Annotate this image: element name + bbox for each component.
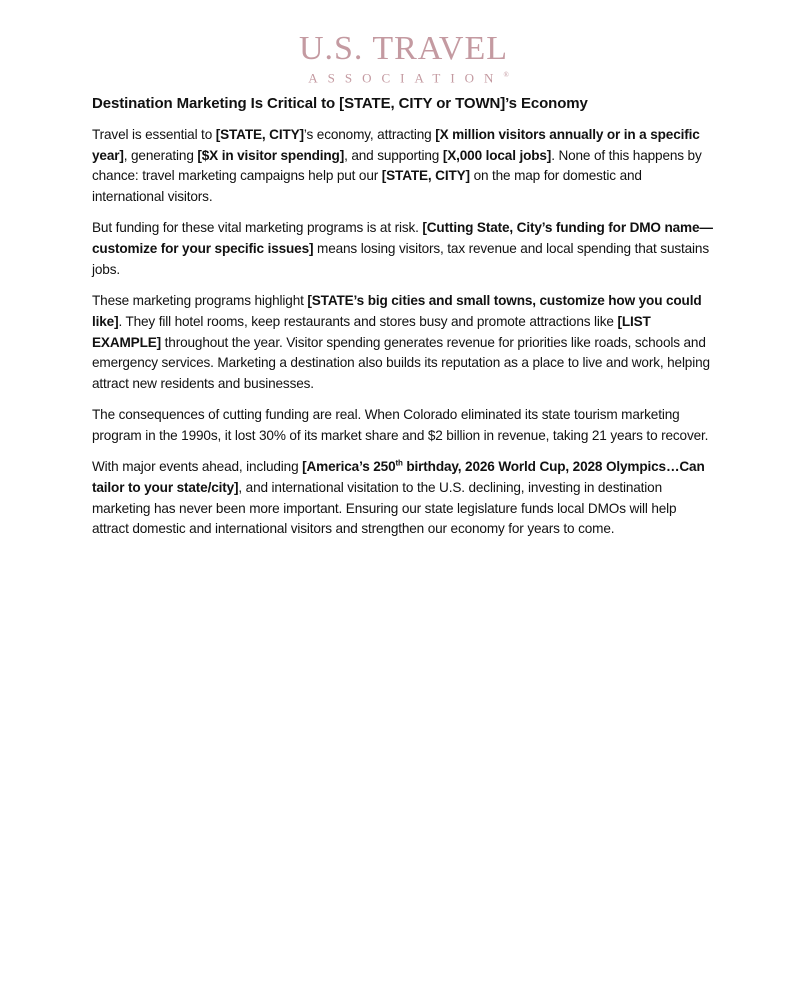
placeholder-state-city: [STATE, CITY] [215, 127, 304, 142]
placeholder-list-example: [LIST EXAMPLE] [92, 313, 651, 350]
document-body [92, 93, 716, 551]
text-run: These marketing programs highlight [92, 293, 308, 309]
paragraph-4 [92, 405, 716, 446]
paragraph-1 [92, 125, 716, 208]
placeholder-visitors: [X million visitors annually or in a specific year] [92, 127, 700, 163]
text-run: With major events ahead, including [92, 459, 303, 475]
logo-subtitle-text: ASSOCIATION [308, 70, 504, 86]
text-run: . They fill hotel rooms, keep restaurants and stores busy and promote attractions like [118, 313, 618, 329]
placeholder-state-city: [STATE, CITY] [381, 168, 470, 184]
placeholder-funding-cut: [Cutting State, City’s funding for DMO name—customize for your specific issues] [92, 220, 713, 257]
text-run: means losing visitors, tax revenue and local spending that sustains jobs. [92, 241, 709, 277]
text-run: , and international visitation to the U.S. declining, investing in destination marketing has never been more important. Ensuring our state legislature funds local DMOs will help attract domestic and international visitors and strengthen our economy for years to come. [92, 479, 677, 537]
text-run: , generating [123, 147, 198, 163]
registered-mark: ® [503, 71, 509, 79]
placeholder-visitor-spending: [$X in visitor spending] [197, 147, 345, 163]
us-travel-association-logo [0, 30, 807, 85]
paragraph-5 [92, 457, 716, 540]
text-run: The consequences of cutting funding are real. When Colorado eliminated its state tourism marketing program in the 1990s, it lost 30% of its market share and $2 billion in revenue, taking 21 years to recover. [92, 407, 709, 443]
text-run: birthday, 2026 World Cup, 2028 Olympics…Can tailor to your state/city] [92, 459, 705, 495]
text-run: throughout the year. Visitor spending generates revenue for priorities like roads, schools and emergency services. Marketing a destination also builds its reputation as a place to live and work, helping attract new residents and businesses. [92, 334, 710, 391]
text-run: Travel is essential to [92, 127, 216, 142]
logo-subtitle [0, 68, 807, 85]
placeholder-cities-towns: [STATE’s big cities and small towns, customize how you could like] [92, 293, 702, 329]
paragraph-3 [92, 291, 716, 395]
text-run: . None of this happens by chance: travel marketing campaigns help put our [92, 147, 702, 184]
text-run: But funding for these vital marketing programs is at risk. [92, 220, 423, 236]
placeholder-local-jobs: [X,000 local jobs] [442, 147, 552, 163]
text-run: [America’s 250 [302, 459, 396, 475]
text-run: on the map for domestic and international visitors. [92, 168, 642, 205]
logo-wordmark: U.S. TRAVEL [298, 30, 509, 67]
ordinal-suffix: th [395, 458, 403, 468]
text-run: , and supporting [344, 147, 443, 163]
text-run: ’s economy, attracting [303, 127, 436, 142]
document-heading: Destination Marketing Is Critical to [STATE, CITY or TOWN]’s Economy [92, 95, 588, 112]
paragraph-2 [92, 218, 716, 280]
